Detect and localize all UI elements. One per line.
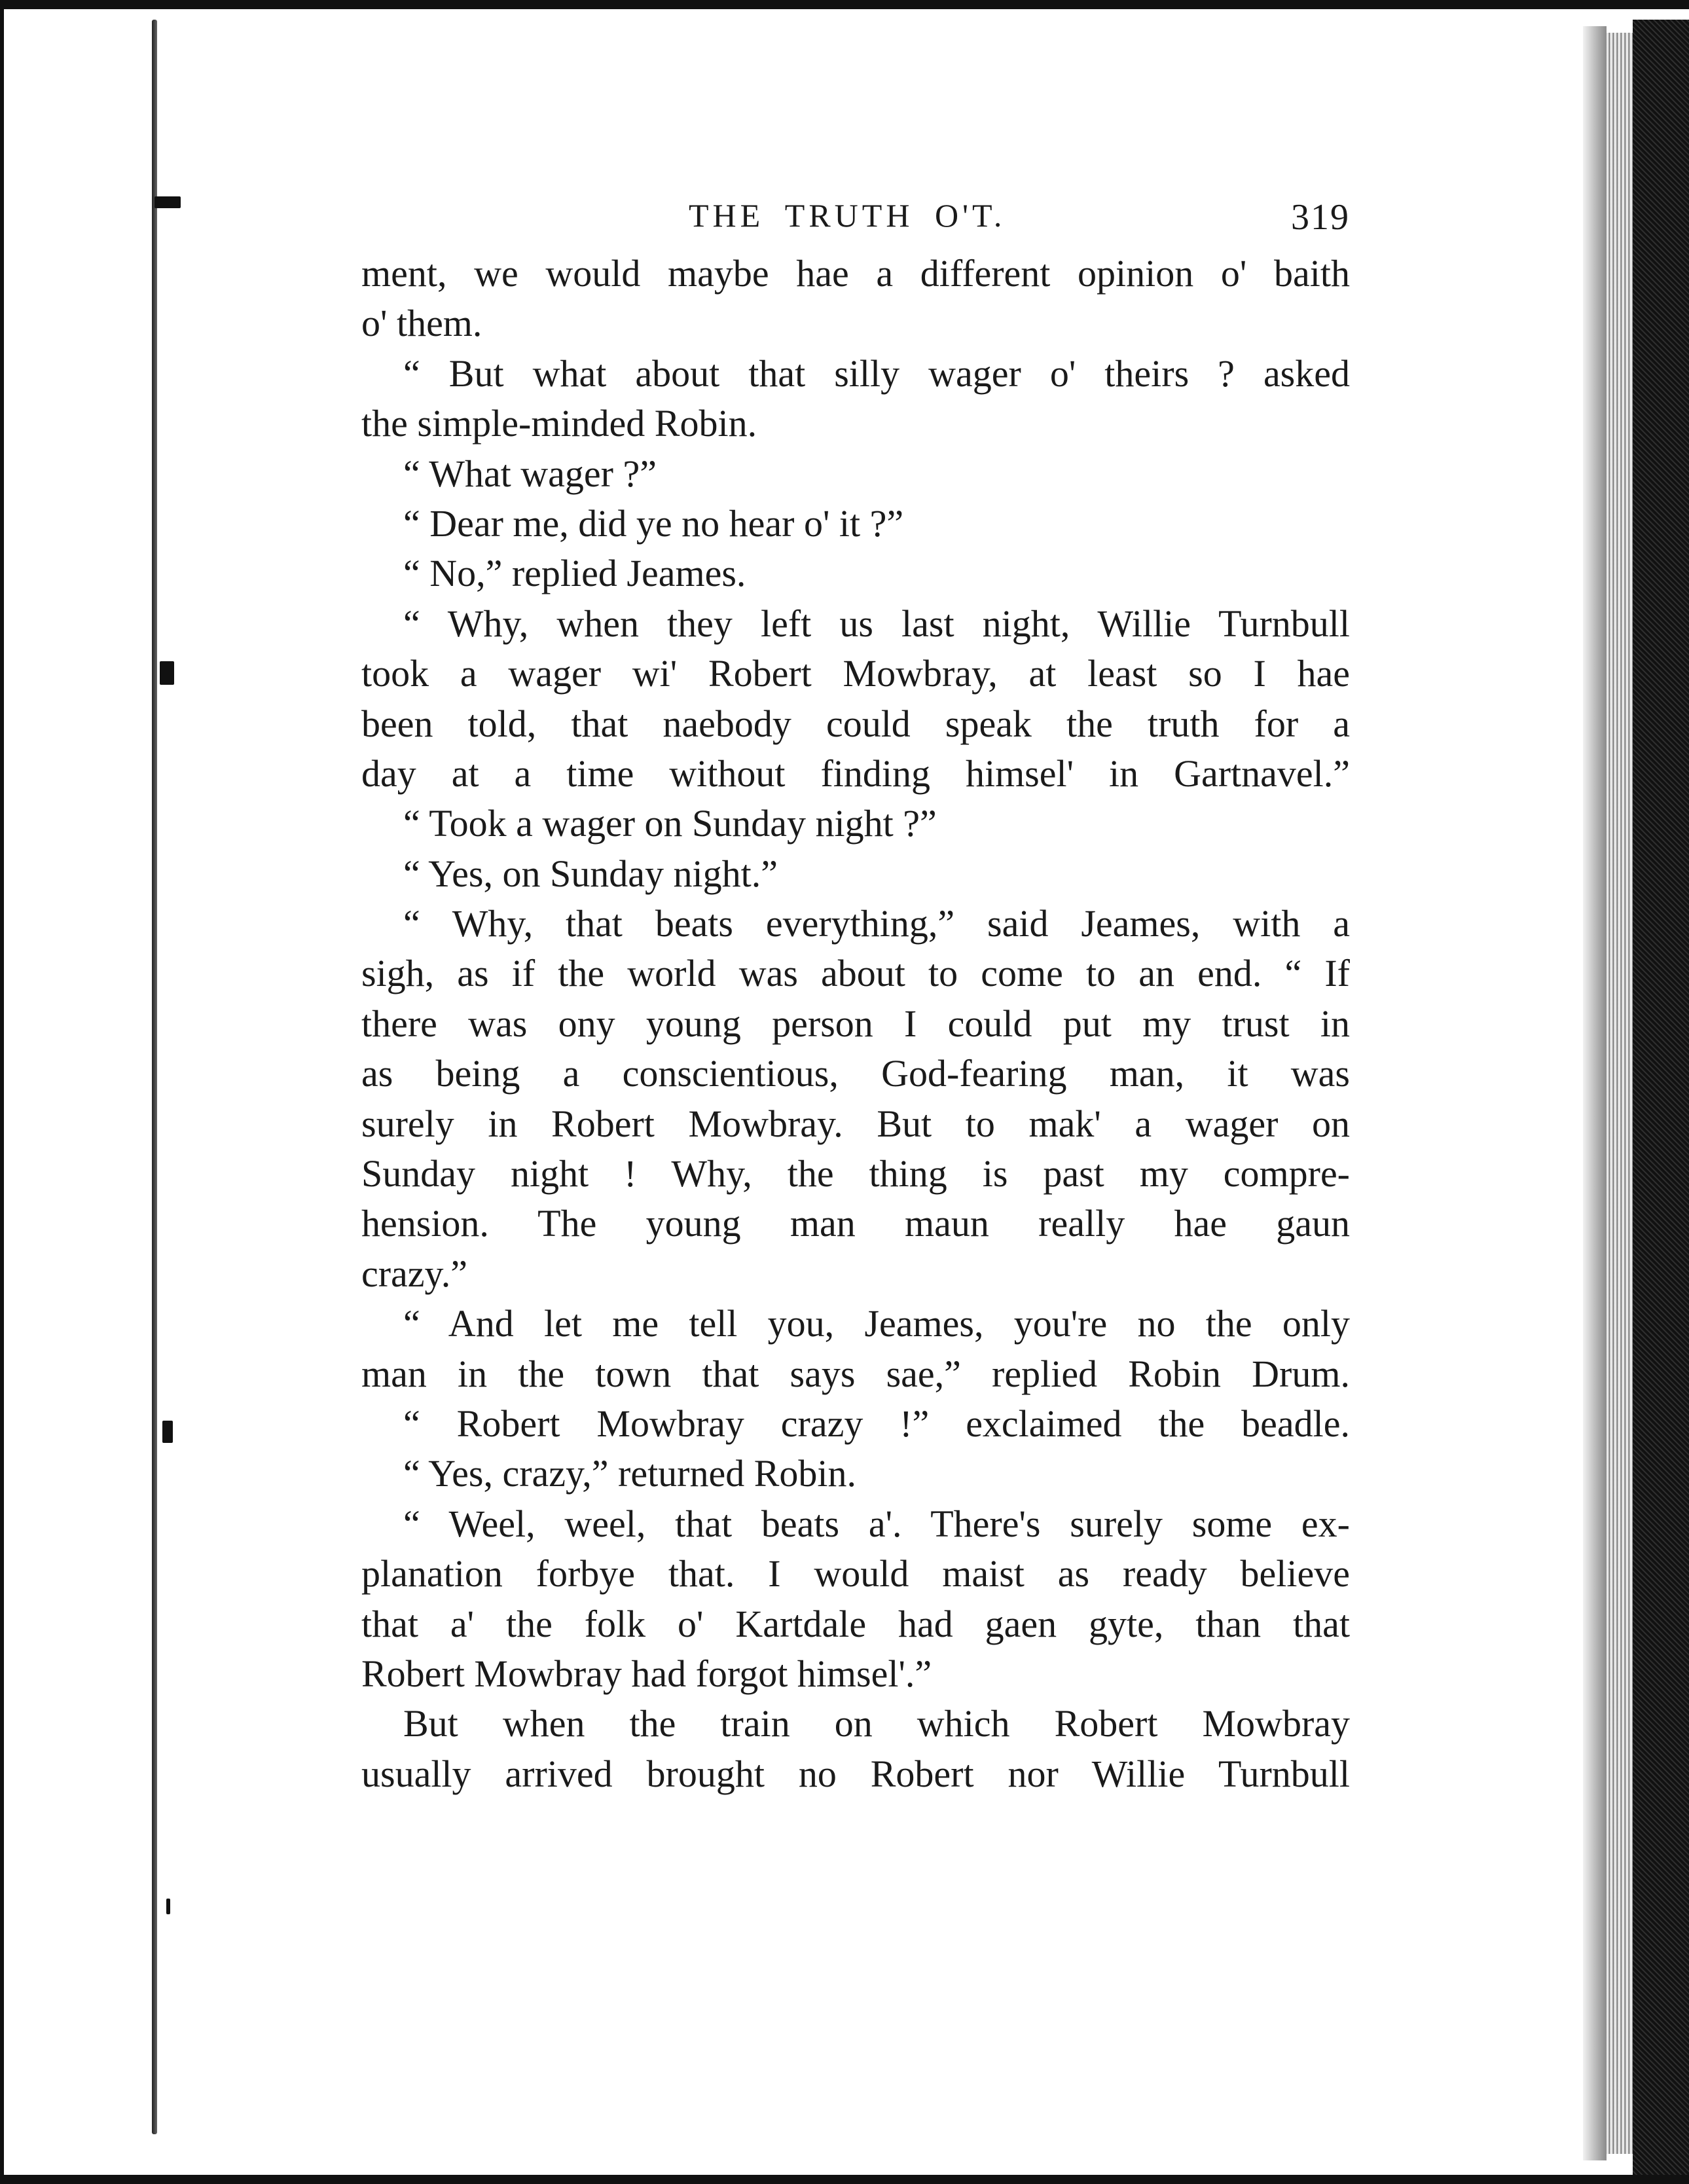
book-cover-edge: [1633, 20, 1689, 2175]
text-line: But when the train on which Robert Mowbray: [403, 1702, 1350, 1745]
text-line: “ But what about that silly wager o' theirs ? asked: [403, 352, 1350, 395]
binding-mark: [154, 196, 181, 208]
text-line: usually arrived brought no Robert nor Willie Turnbull: [361, 1752, 1350, 1795]
text-line: “ Robert Mowbray crazy !” exclaimed the beadle.: [403, 1402, 1350, 1445]
text-line: hension. The young man maun really hae gaun: [361, 1202, 1350, 1245]
binding-edge: [152, 20, 157, 2134]
text-line: man in the town that says sae,” replied Robin Drum.: [361, 1352, 1350, 1395]
text-line: Robert Mowbray had forgot himsel'.”: [361, 1652, 932, 1695]
text-line: sigh, as if the world was about to come to an end. “ If: [361, 952, 1350, 995]
text-line: “ Why, when they left us last night, Willie Turnbull: [403, 602, 1350, 645]
text-line: “ And let me tell you, Jeames, you're no the only: [403, 1302, 1350, 1345]
page-number: 319: [1291, 197, 1350, 238]
body-text: [361, 249, 1350, 1799]
text-line: “ Yes, crazy,” returned Robin.: [403, 1452, 857, 1495]
text-line: planation forbye that. I would maist as ready believe: [361, 1552, 1350, 1595]
text-line: “ What wager ?”: [403, 452, 657, 495]
text-line: day at a time without finding himsel' in Gartnavel.”: [361, 752, 1350, 795]
text-line: ment, we would maybe hae a different opinion o' baith: [361, 252, 1350, 295]
page-edges: [1607, 33, 1633, 2154]
text-line: o' them.: [361, 302, 482, 345]
text-line: “ Dear me, did ye no hear o' it ?”: [403, 501, 904, 545]
text-line: “ Took a wager on Sunday night ?”: [403, 802, 937, 845]
running-title: THE TRUTH O'T.: [689, 197, 1006, 234]
text-line: “ Why, that beats everything,” said Jeames, with a: [403, 902, 1350, 945]
text-line: that a' the folk o' Kartdale had gaen gyte, than that: [361, 1602, 1350, 1645]
page-gutter-shadow: [1583, 26, 1607, 2160]
running-head: [361, 196, 1350, 249]
text-line: as being a conscientious, God-fearing man, it was: [361, 1052, 1350, 1095]
binding-mark: [162, 1421, 173, 1443]
text-block: [361, 196, 1350, 1799]
scan-bottom-border: [0, 2175, 1689, 2184]
text-line: Sunday night ! Why, the thing is past my compre-: [361, 1152, 1350, 1195]
text-line: surely in Robert Mowbray. But to mak' a wager on: [361, 1102, 1350, 1145]
text-line: crazy.”: [361, 1252, 468, 1295]
text-line: “ Yes, on Sunday night.”: [403, 852, 778, 895]
text-line: the simple-minded Robin.: [361, 402, 757, 445]
text-line: “ Weel, weel, that beats a'. There's surely some ex-: [403, 1502, 1350, 1545]
binding-mark: [166, 1899, 170, 1914]
scan-top-border: [0, 0, 1689, 9]
text-line: been told, that naebody could speak the truth for a: [361, 702, 1350, 745]
text-line: took a wager wi' Robert Mowbray, at least so I hae: [361, 652, 1350, 695]
scan-left-border: [0, 0, 4, 2184]
text-line: there was ony young person I could put my trust in: [361, 1002, 1350, 1045]
binding-mark: [160, 661, 174, 685]
text-line: “ No,” replied Jeames.: [403, 552, 746, 595]
